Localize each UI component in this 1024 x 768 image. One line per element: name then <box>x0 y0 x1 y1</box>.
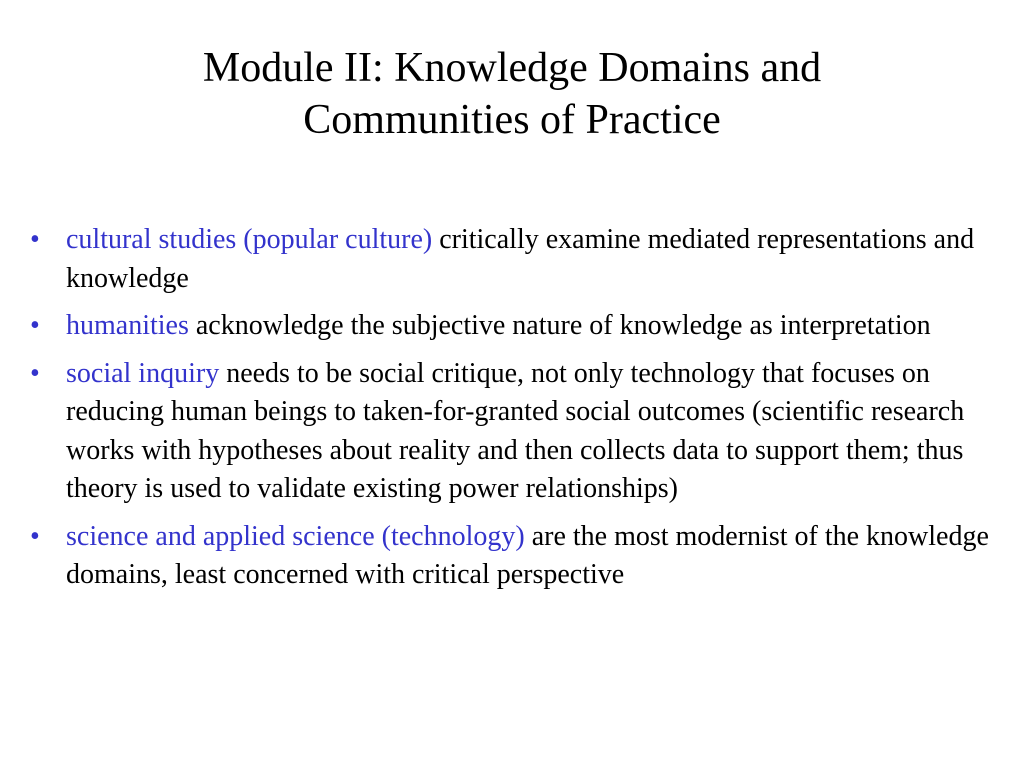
bullet-item-cultural-studies <box>30 221 990 298</box>
bullet-item-science <box>30 518 990 595</box>
slide-title <box>0 42 1024 146</box>
bullet-text: critically examine mediated representations and knowledge <box>66 224 975 294</box>
bullet-term: science and applied science (technology) <box>66 520 525 552</box>
bullet-icon: • <box>30 520 40 552</box>
bullet-list <box>30 221 990 604</box>
slide-title-line-2: Communities of Practice <box>303 97 721 143</box>
bullet-item-social-inquiry <box>30 355 990 509</box>
bullet-icon: • <box>30 310 40 341</box>
slide-title-line-1: Module II: Knowledge Domains and <box>202 45 822 91</box>
bullet-text: needs to be social critique, not only technology that focuses on reducing human beings to taken-for-granted social outcomes (scientific research works with hypotheses about reality and then collects data to support them; thus theory is used to validate existing power relationships) <box>66 357 965 504</box>
bullet-icon: • <box>30 224 40 255</box>
bullet-item-humanities <box>30 307 990 346</box>
bullet-term: social inquiry <box>66 357 220 389</box>
bullet-icon: • <box>30 357 40 389</box>
bullet-text: are the most modernist of the knowledge domains, least concerned with critical perspective <box>66 520 989 590</box>
bullet-text: acknowledge the subjective nature of knowledge as interpretation <box>188 310 931 341</box>
bullet-term: cultural studies (popular culture) <box>66 224 433 255</box>
bullet-term: humanities <box>66 310 189 341</box>
